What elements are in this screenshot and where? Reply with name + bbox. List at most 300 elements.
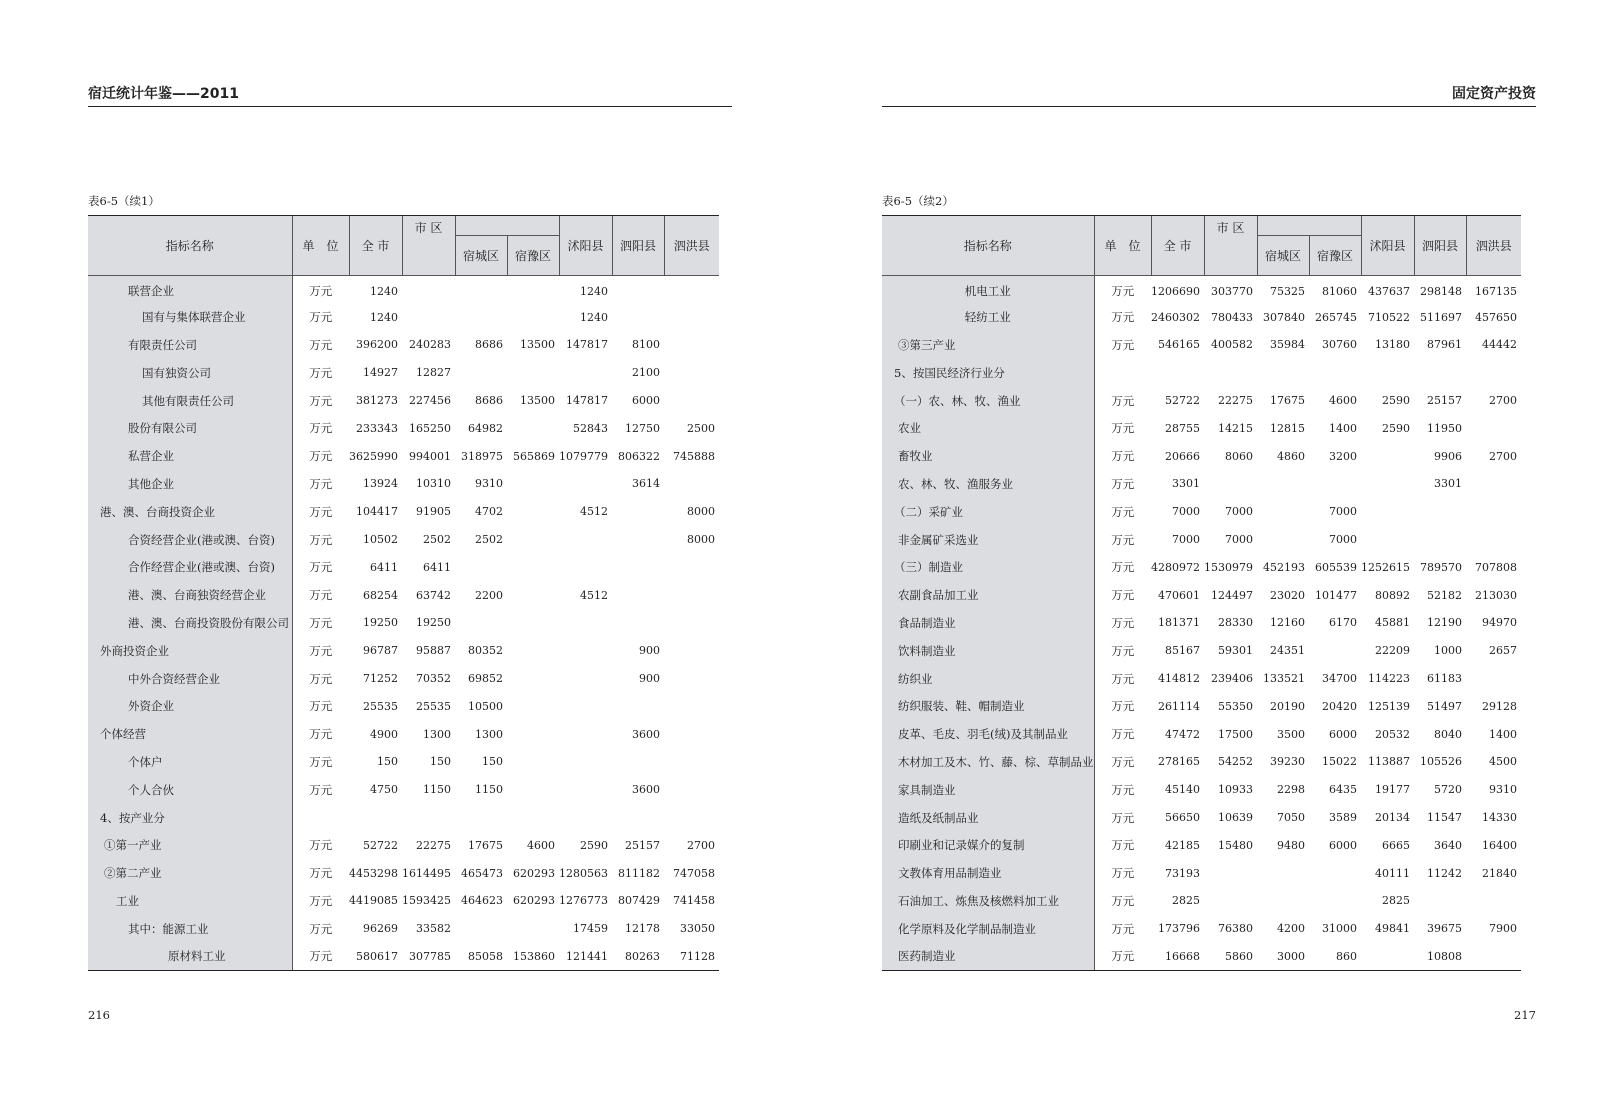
row-value bbox=[559, 720, 612, 748]
header-shuyang: 沭阳县 bbox=[559, 216, 612, 276]
row-value: 39675 bbox=[1427, 922, 1462, 936]
row-value: 91905 bbox=[416, 505, 451, 519]
row-value bbox=[507, 498, 559, 526]
running-head: 固定资产投资 bbox=[882, 84, 1536, 107]
row-value: 1240 bbox=[370, 310, 398, 324]
row-value: 213030 bbox=[1475, 588, 1517, 602]
row-value bbox=[612, 748, 664, 776]
row-value: 780433 bbox=[1211, 310, 1253, 324]
row-value: 400582 bbox=[1211, 338, 1253, 352]
row-value bbox=[1466, 470, 1521, 498]
table-row bbox=[88, 359, 719, 387]
table-row bbox=[88, 692, 719, 720]
row-value: 1276773 bbox=[559, 894, 608, 908]
row-unit: 万元 bbox=[309, 754, 333, 769]
table-row bbox=[882, 776, 1521, 804]
row-value bbox=[507, 359, 559, 387]
row-name: 联营企业 bbox=[88, 276, 292, 304]
row-value: 807429 bbox=[618, 894, 660, 908]
row-name: 港、澳、台商投资股份有限公司 bbox=[88, 609, 292, 637]
row-value: 7900 bbox=[1489, 922, 1517, 936]
row-value bbox=[1361, 498, 1414, 526]
row-value bbox=[559, 665, 612, 693]
row-value: 64982 bbox=[468, 421, 503, 435]
row-unit: 万元 bbox=[1111, 810, 1135, 825]
row-value: 465473 bbox=[461, 866, 503, 880]
row-value bbox=[1361, 442, 1414, 470]
row-unit: 万元 bbox=[1111, 449, 1135, 464]
row-value bbox=[507, 609, 559, 637]
row-name: 港、澳、台商投资企业 bbox=[88, 498, 292, 526]
row-name: 木材加工及木、竹、藤、棕、草制品业 bbox=[882, 748, 1094, 776]
row-value bbox=[612, 526, 664, 554]
left-page bbox=[0, 0, 804, 1099]
row-name: 化学原料及化学制品制造业 bbox=[882, 915, 1094, 943]
row-unit: 万元 bbox=[1111, 727, 1135, 742]
row-value: 4600 bbox=[527, 838, 555, 852]
row-value: 7000 bbox=[1225, 533, 1253, 547]
row-value bbox=[1414, 498, 1466, 526]
table-row bbox=[88, 276, 719, 304]
table-row bbox=[88, 804, 719, 832]
header-district-group bbox=[455, 216, 559, 236]
row-value: 31000 bbox=[1322, 922, 1357, 936]
table-row bbox=[882, 720, 1521, 748]
row-value: 22209 bbox=[1375, 644, 1410, 658]
row-value bbox=[559, 609, 612, 637]
row-value bbox=[664, 748, 719, 776]
row-value: 101477 bbox=[1315, 588, 1357, 602]
table-row bbox=[882, 276, 1521, 304]
row-unit: 万元 bbox=[309, 615, 333, 630]
row-value: 96269 bbox=[363, 922, 398, 936]
row-value: 25535 bbox=[416, 699, 451, 713]
row-value: 8686 bbox=[475, 338, 503, 352]
table-row bbox=[882, 387, 1521, 415]
row-name: 合作经营企业(港或澳、台资) bbox=[88, 553, 292, 581]
row-unit: 万元 bbox=[309, 284, 333, 299]
row-unit: 万元 bbox=[309, 699, 333, 714]
row-value: 464623 bbox=[461, 894, 503, 908]
row-value: 3600 bbox=[632, 727, 660, 741]
table-row bbox=[88, 915, 719, 943]
row-value bbox=[1309, 887, 1361, 915]
row-value: 318975 bbox=[461, 449, 503, 463]
row-name: 外资企业 bbox=[88, 692, 292, 720]
row-value bbox=[455, 276, 507, 304]
table-body bbox=[88, 276, 719, 971]
row-value: 94970 bbox=[1482, 616, 1517, 630]
row-value: 15022 bbox=[1322, 755, 1357, 769]
row-value bbox=[664, 776, 719, 804]
row-value: 437637 bbox=[1368, 284, 1410, 298]
table-row bbox=[88, 859, 719, 887]
row-value bbox=[559, 692, 612, 720]
row-value: 381273 bbox=[356, 394, 398, 408]
row-value bbox=[455, 804, 507, 832]
row-name: 中外合资经营企业 bbox=[88, 665, 292, 693]
row-value: 6411 bbox=[423, 560, 451, 574]
row-value: 15480 bbox=[1218, 838, 1253, 852]
row-unit: 万元 bbox=[309, 643, 333, 658]
row-value bbox=[664, 637, 719, 665]
row-unit bbox=[1094, 359, 1151, 387]
row-value: 278165 bbox=[1158, 755, 1200, 769]
row-value: 12827 bbox=[416, 366, 451, 380]
statistics-table bbox=[882, 215, 1521, 971]
row-value: 42185 bbox=[1165, 838, 1200, 852]
row-name: （二）采矿业 bbox=[882, 498, 1094, 526]
row-value bbox=[664, 303, 719, 331]
table-body bbox=[882, 276, 1521, 971]
row-value: 2200 bbox=[475, 588, 503, 602]
row-unit: 万元 bbox=[1111, 782, 1135, 797]
header-district: 市 区 bbox=[1204, 216, 1257, 276]
row-value bbox=[455, 553, 507, 581]
row-value: 52182 bbox=[1427, 588, 1462, 602]
row-value: 4419085 bbox=[349, 894, 398, 908]
row-value: 113887 bbox=[1368, 755, 1410, 769]
row-value: 5720 bbox=[1434, 783, 1462, 797]
row-unit: 万元 bbox=[1111, 588, 1135, 603]
row-value: 457650 bbox=[1475, 310, 1517, 324]
table-row bbox=[882, 943, 1521, 971]
row-value: 298148 bbox=[1420, 284, 1462, 298]
table-row bbox=[882, 470, 1521, 498]
row-value: 71128 bbox=[664, 943, 719, 971]
row-value: 2700 bbox=[1489, 394, 1517, 408]
table-row bbox=[88, 776, 719, 804]
row-unit: 万元 bbox=[1111, 337, 1135, 352]
row-value bbox=[664, 609, 719, 637]
table-row bbox=[88, 665, 719, 693]
row-value: 40111 bbox=[1375, 866, 1410, 880]
row-name: 个体户 bbox=[88, 748, 292, 776]
row-value: 806322 bbox=[618, 449, 660, 463]
row-value: 73193 bbox=[1165, 866, 1200, 880]
row-value: 4512 bbox=[580, 505, 608, 519]
row-name: 港、澳、台商独资经营企业 bbox=[88, 581, 292, 609]
row-value: 1300 bbox=[475, 727, 503, 741]
row-value: 7050 bbox=[1277, 811, 1305, 825]
row-unit: 万元 bbox=[309, 838, 333, 853]
row-name: 股份有限公司 bbox=[88, 414, 292, 442]
row-name: （三）制造业 bbox=[882, 553, 1094, 581]
row-value: 1614495 bbox=[402, 866, 451, 880]
row-value bbox=[559, 804, 612, 832]
row-value bbox=[507, 553, 559, 581]
row-value bbox=[507, 276, 559, 304]
row-value bbox=[664, 276, 719, 304]
row-value bbox=[559, 776, 612, 804]
row-value: 30760 bbox=[1322, 338, 1357, 352]
row-value: 3625990 bbox=[349, 449, 398, 463]
row-value: 147817 bbox=[566, 338, 608, 352]
row-value: 565869 bbox=[513, 449, 555, 463]
row-value bbox=[559, 553, 612, 581]
row-value bbox=[507, 692, 559, 720]
row-value: 233343 bbox=[356, 421, 398, 435]
row-value: 44442 bbox=[1482, 338, 1517, 352]
row-value bbox=[1361, 943, 1414, 971]
header-suyu: 宿豫区 bbox=[507, 236, 559, 276]
row-unit: 万元 bbox=[309, 365, 333, 380]
row-value: 546165 bbox=[1158, 338, 1200, 352]
row-value: 2700 bbox=[687, 838, 715, 852]
row-value bbox=[402, 303, 455, 331]
row-name: 合资经营企业(港或澳、台资) bbox=[88, 526, 292, 554]
row-unit: 万元 bbox=[1111, 838, 1135, 853]
row-value: 10310 bbox=[416, 477, 451, 491]
row-value: 10502 bbox=[363, 533, 398, 547]
row-name: ①第一产业 bbox=[88, 831, 292, 859]
row-value bbox=[612, 581, 664, 609]
row-value: 10500 bbox=[468, 699, 503, 713]
row-value: 11242 bbox=[1427, 866, 1462, 880]
row-value bbox=[1309, 637, 1361, 665]
row-value: 13500 bbox=[520, 394, 555, 408]
table-row bbox=[88, 609, 719, 637]
row-value bbox=[1309, 859, 1361, 887]
row-value: 105526 bbox=[1420, 755, 1462, 769]
row-value: 4453298 bbox=[349, 866, 398, 880]
row-value: 20420 bbox=[1322, 699, 1357, 713]
row-value: 80263 bbox=[612, 943, 664, 971]
row-value: 29128 bbox=[1482, 699, 1517, 713]
table-row bbox=[88, 831, 719, 859]
row-value: 150 bbox=[482, 755, 503, 769]
row-value: 1252615 bbox=[1361, 560, 1410, 574]
row-value bbox=[507, 720, 559, 748]
row-value: 605539 bbox=[1315, 560, 1357, 574]
header-suyu: 宿豫区 bbox=[1309, 236, 1361, 276]
row-value bbox=[1466, 526, 1521, 554]
table-row bbox=[88, 581, 719, 609]
row-value: 261114 bbox=[1158, 699, 1200, 713]
row-value: 165250 bbox=[409, 421, 451, 435]
row-name: ③第三产业 bbox=[882, 331, 1094, 359]
row-name: 私营企业 bbox=[88, 442, 292, 470]
row-value bbox=[1361, 359, 1414, 387]
table-row bbox=[882, 887, 1521, 915]
table-row bbox=[882, 665, 1521, 693]
row-value: 12160 bbox=[1270, 616, 1305, 630]
row-value: 21840 bbox=[1482, 866, 1517, 880]
table-row bbox=[88, 442, 719, 470]
row-unit: 万元 bbox=[1111, 421, 1135, 436]
row-value: 3301 bbox=[1434, 477, 1462, 491]
row-value: 70352 bbox=[416, 672, 451, 686]
row-value: 6435 bbox=[1329, 783, 1357, 797]
row-value: 2502 bbox=[475, 533, 503, 547]
row-value: 580617 bbox=[349, 943, 402, 971]
row-value: 2590 bbox=[580, 838, 608, 852]
row-value bbox=[507, 637, 559, 665]
row-value bbox=[507, 581, 559, 609]
row-value: 59301 bbox=[1218, 644, 1253, 658]
table-row bbox=[88, 887, 719, 915]
table-row bbox=[882, 804, 1521, 832]
row-value: 114223 bbox=[1368, 672, 1410, 686]
row-name: 农、林、牧、渔服务业 bbox=[882, 470, 1094, 498]
row-name: 外商投资企业 bbox=[88, 637, 292, 665]
row-value bbox=[1257, 470, 1309, 498]
row-name: 农业 bbox=[882, 414, 1094, 442]
row-value: 2502 bbox=[423, 533, 451, 547]
row-value: 8000 bbox=[687, 533, 715, 547]
row-value: 3200 bbox=[1329, 449, 1357, 463]
table-row bbox=[882, 748, 1521, 776]
table-row bbox=[88, 414, 719, 442]
row-value: 12815 bbox=[1270, 421, 1305, 435]
row-unit: 万元 bbox=[1111, 921, 1135, 936]
row-unit: 万元 bbox=[309, 727, 333, 742]
row-value: 3500 bbox=[1277, 727, 1305, 741]
row-value: 303770 bbox=[1211, 284, 1253, 298]
row-unit: 万元 bbox=[1111, 310, 1135, 325]
table-row bbox=[88, 470, 719, 498]
row-name: 其中：能源工业 bbox=[88, 915, 292, 943]
row-value: 414812 bbox=[1158, 672, 1200, 686]
row-value: 994001 bbox=[409, 449, 451, 463]
row-value: 4750 bbox=[370, 783, 398, 797]
row-value bbox=[1361, 470, 1414, 498]
row-value bbox=[559, 470, 612, 498]
row-value: 39230 bbox=[1270, 755, 1305, 769]
row-value: 9480 bbox=[1277, 838, 1305, 852]
row-value: 22275 bbox=[416, 838, 451, 852]
row-value: 1280563 bbox=[559, 866, 608, 880]
header-city: 全 市 bbox=[349, 216, 402, 276]
row-value: 68254 bbox=[363, 588, 398, 602]
row-name: 其他企业 bbox=[88, 470, 292, 498]
row-value: 1206690 bbox=[1151, 284, 1200, 298]
row-value bbox=[1204, 470, 1257, 498]
row-unit: 万元 bbox=[1111, 284, 1135, 299]
header-sucheng: 宿城区 bbox=[1257, 236, 1309, 276]
row-value: 1300 bbox=[423, 727, 451, 741]
row-value: 75325 bbox=[1270, 284, 1305, 298]
row-value: 96787 bbox=[363, 644, 398, 658]
row-name: 非金属矿采选业 bbox=[882, 526, 1094, 554]
row-value bbox=[349, 804, 402, 832]
row-value: 741458 bbox=[673, 894, 715, 908]
header-sucheng: 宿城区 bbox=[455, 236, 507, 276]
row-value: 10808 bbox=[1414, 943, 1466, 971]
row-unit: 万元 bbox=[1111, 560, 1135, 575]
row-value: 34700 bbox=[1322, 672, 1357, 686]
row-value bbox=[1414, 526, 1466, 554]
row-value: 8000 bbox=[687, 505, 715, 519]
row-value: 7000 bbox=[1329, 533, 1357, 547]
row-value: 71252 bbox=[363, 672, 398, 686]
row-value: 4600 bbox=[1329, 394, 1357, 408]
row-value: 7000 bbox=[1172, 505, 1200, 519]
row-value: 2298 bbox=[1277, 783, 1305, 797]
row-value: 9310 bbox=[1489, 783, 1517, 797]
row-name: 饮料制造业 bbox=[882, 637, 1094, 665]
row-value: 1240 bbox=[370, 284, 398, 298]
row-value: 8686 bbox=[475, 394, 503, 408]
row-name: 国有独资公司 bbox=[88, 359, 292, 387]
row-value bbox=[559, 748, 612, 776]
row-value bbox=[1466, 665, 1521, 693]
row-value bbox=[1466, 498, 1521, 526]
row-name: 机电工业 bbox=[882, 276, 1094, 304]
row-value bbox=[1414, 887, 1466, 915]
row-value: 87961 bbox=[1427, 338, 1462, 352]
row-unit: 万元 bbox=[1111, 476, 1135, 491]
row-value bbox=[1204, 359, 1257, 387]
row-value: 24351 bbox=[1270, 644, 1305, 658]
row-value bbox=[664, 692, 719, 720]
row-value: 125139 bbox=[1368, 699, 1410, 713]
page-number: 217 bbox=[1514, 1008, 1536, 1022]
row-name: 石油加工、炼焦及核燃料加工业 bbox=[882, 887, 1094, 915]
table-row bbox=[882, 498, 1521, 526]
row-value: 20666 bbox=[1165, 449, 1200, 463]
row-value: 19250 bbox=[363, 616, 398, 630]
row-value: 147817 bbox=[566, 394, 608, 408]
row-value bbox=[507, 776, 559, 804]
row-value bbox=[1466, 359, 1521, 387]
row-unit: 万元 bbox=[1111, 699, 1135, 714]
row-value: 2825 bbox=[1382, 894, 1410, 908]
row-value: 2825 bbox=[1172, 894, 1200, 908]
row-value bbox=[507, 526, 559, 554]
table-row bbox=[882, 331, 1521, 359]
row-value: 76380 bbox=[1218, 922, 1253, 936]
table-row bbox=[88, 331, 719, 359]
row-value: 181371 bbox=[1158, 616, 1200, 630]
row-value: 2500 bbox=[687, 421, 715, 435]
row-value: 8100 bbox=[632, 338, 660, 352]
row-value: 4200 bbox=[1277, 922, 1305, 936]
row-value: 3640 bbox=[1434, 838, 1462, 852]
row-unit bbox=[292, 804, 349, 832]
row-value: 16668 bbox=[1151, 943, 1204, 971]
row-value bbox=[1361, 526, 1414, 554]
row-unit: 万元 bbox=[309, 893, 333, 908]
row-unit: 万元 bbox=[1111, 504, 1135, 519]
row-unit: 万元 bbox=[309, 310, 333, 325]
row-unit: 万元 bbox=[309, 476, 333, 491]
row-value: 707808 bbox=[1475, 560, 1517, 574]
row-value: 25157 bbox=[1427, 394, 1462, 408]
row-value bbox=[612, 303, 664, 331]
row-name: 皮革、毛皮、羽毛(绒)及其制品业 bbox=[882, 720, 1094, 748]
row-value: 7000 bbox=[1172, 533, 1200, 547]
row-value: 13180 bbox=[1375, 338, 1410, 352]
table-row bbox=[882, 915, 1521, 943]
row-value: 124497 bbox=[1211, 588, 1253, 602]
row-value bbox=[455, 609, 507, 637]
table-row bbox=[88, 526, 719, 554]
row-value bbox=[664, 804, 719, 832]
row-value: 45140 bbox=[1165, 783, 1200, 797]
table-row bbox=[88, 943, 719, 971]
row-name: 医药制造业 bbox=[882, 943, 1094, 971]
row-value: 8060 bbox=[1225, 449, 1253, 463]
row-value: 3614 bbox=[632, 477, 660, 491]
row-value bbox=[507, 748, 559, 776]
row-value: 900 bbox=[639, 644, 660, 658]
row-unit: 万元 bbox=[1111, 643, 1135, 658]
row-value: 23020 bbox=[1270, 588, 1305, 602]
row-value: 150 bbox=[430, 755, 451, 769]
row-value bbox=[507, 414, 559, 442]
row-value: 47472 bbox=[1165, 727, 1200, 741]
